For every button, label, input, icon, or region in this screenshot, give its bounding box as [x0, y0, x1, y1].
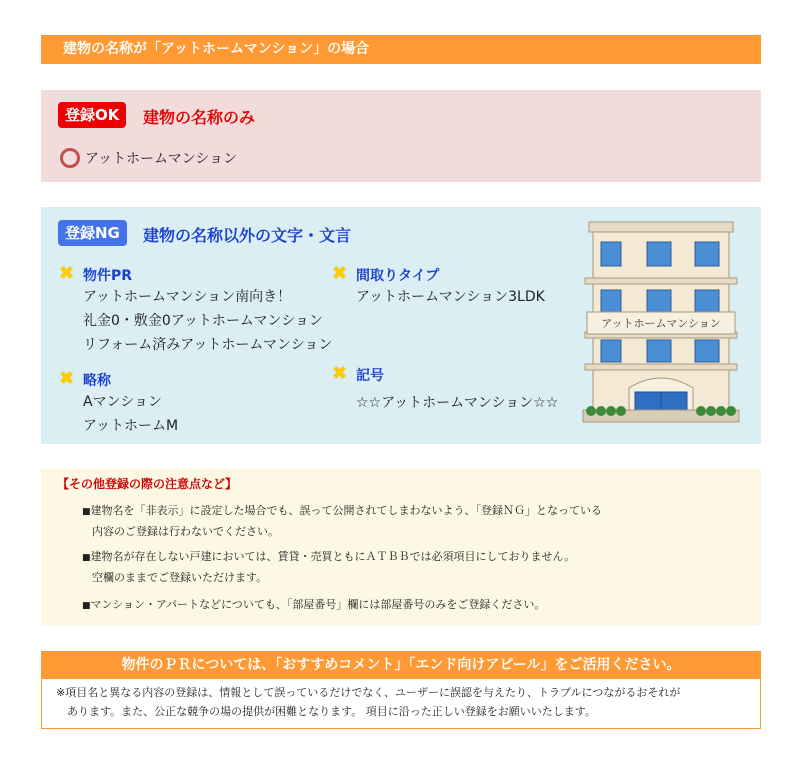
ok-heading: 建物の名称のみ [143, 108, 256, 127]
building-sign: アットホームマンション [601, 317, 721, 330]
section-header-title: 建物の名称が「アットホームマンション」の場合 [63, 41, 370, 57]
ng-example: リフォーム済みアットホームマンション [83, 337, 333, 353]
x-mark-icon: ✖ [332, 363, 348, 384]
ng-category-title: 間取りタイプ [356, 268, 440, 284]
notes-title: 【その他登録の際の注意点など】 [57, 477, 238, 491]
x-mark-icon: ✖ [332, 263, 348, 284]
ok-example: アットホームマンション [85, 151, 238, 167]
ng-badge: 登録NG [58, 220, 127, 246]
ng-heading: 建物の名称以外の文字・文言 [143, 226, 352, 245]
ng-category-title: 略称 [83, 373, 111, 389]
pr-banner [41, 651, 761, 679]
ng-example: 礼金0・敷金0アットホームマンション [83, 313, 323, 329]
pr-banner-title: 物件のＰＲについては、「おすすめコメント」「エンド向けアピール」をご活用ください。 [121, 657, 681, 673]
notes-section [41, 469, 761, 625]
ng-category-title: 物件PR [83, 268, 133, 284]
ng-category-title: 記号 [356, 368, 384, 384]
ok-section [41, 90, 761, 182]
note-item: ■建物名が存在しない戸建においては、賃貸・売買ともにＡＴＢＢでは必須項目にしておりません。 空欄のままでご登録いただけます。 [82, 550, 576, 584]
x-mark-icon: ✖ [59, 368, 75, 389]
ng-example: アットホームマンション南向き！ [83, 289, 292, 305]
pr-note [41, 679, 761, 729]
section-header [41, 35, 761, 64]
pr-note-line: あります。また、公正な競争の場の提供が困難となります。 項目に沿った正しい登録をお願いいたします。 [56, 705, 596, 718]
circle-icon [60, 148, 80, 168]
note-item: ■建物名を「非表示」に設定した場合でも、誤って公開されてしまわないよう、「登録ＮＧ」となっている 内容のご登録は行わないでください。 [82, 504, 603, 538]
ng-example: ☆☆アットホームマンション☆☆ [356, 395, 559, 411]
ng-example: アットホームM [83, 418, 179, 434]
ng-section [41, 207, 761, 444]
ng-example: アットホームマンション3LDK [356, 289, 545, 305]
note-item: ■マンション・アパートなどについても、「部屋番号」欄には部屋番号のみをご登録ください。 [82, 598, 546, 611]
building-icon [581, 220, 741, 426]
pr-note-line: ※項目名と異なる内容の登録は、情報として誤っているだけでなく、ユーザーに誤認を与えたり、トラブルにつながるおそれが [56, 686, 681, 699]
x-mark-icon: ✖ [59, 263, 75, 284]
ng-example: Aマンション [83, 394, 162, 410]
ok-badge: 登録OK [58, 102, 126, 128]
